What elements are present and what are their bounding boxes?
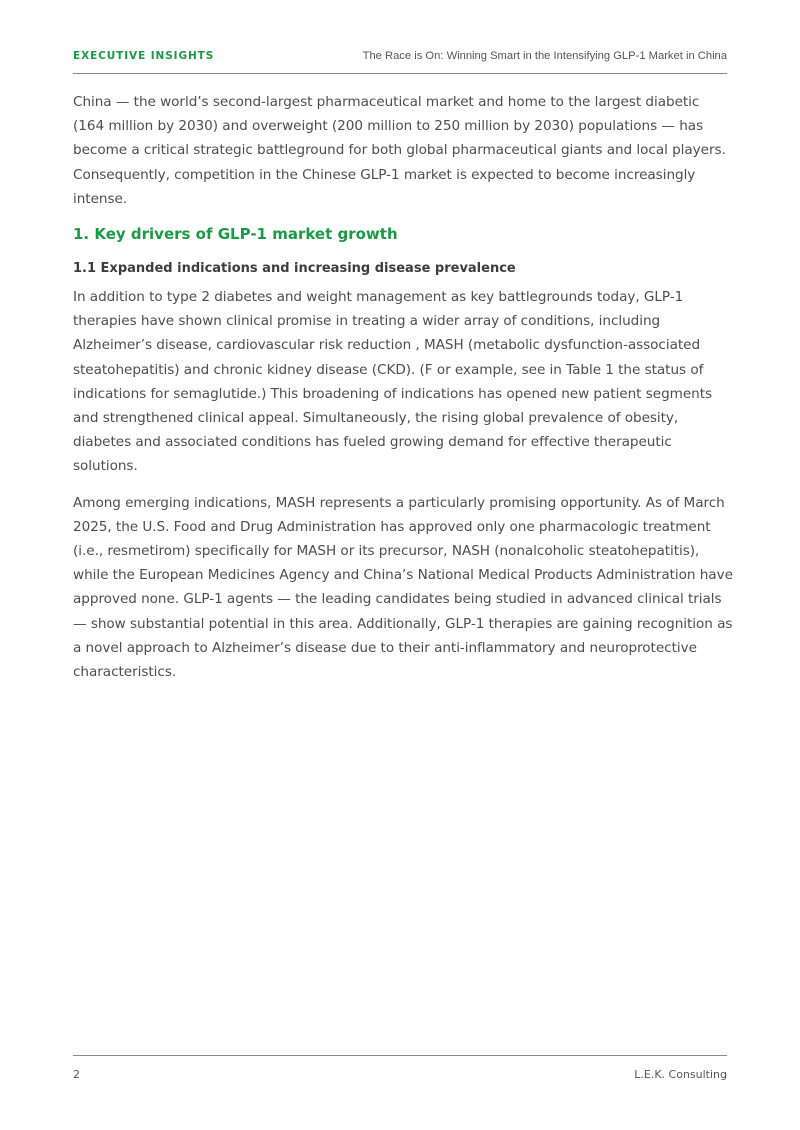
page-content	[73, 90, 733, 696]
section-heading: 1. Key drivers of GLP-1 market growth	[73, 225, 398, 244]
company-name: L.E.K. Consulting	[634, 1068, 727, 1081]
page-footer	[73, 1055, 727, 1081]
page-number: 2	[73, 1068, 80, 1081]
subsection-heading: 1.1 Expanded indications and increasing disease prevalence	[73, 261, 516, 277]
body-paragraph-2: Among emerging indications, MASH represents a particularly promising opportunity. As of March 2025, the U.S. Food and Drug Administration has approved only one pharmacologic treatment (i.e., resmetirom) specifically for MASH or its precursor, NASH (nonalcoholic steatohepatitis), while the European Medicines Agency and China’s National Medical Products Administration have approved none. GLP-1 agents — the leading candidates being studied in advanced clinical trials — show substantial potential in this area. Additionally, GLP-1 therapies are gaining recognition as a novel approach to Alzheimer’s disease due to their anti-inflammatory and neuroprotective characteristics.	[73, 494, 733, 681]
document-title: The Race is On: Winning Smart in the Intensifying GLP-1 Market in China	[362, 50, 727, 62]
intro-paragraph: China — the world’s second-largest pharmaceutical market and home to the largest diabetic (164 million by 2030) and overweight (200 million to 250 million by 2030) populations — has become a critical strategic battleground for both global pharmaceutical giants and local players. Consequently, competition in the Chinese GLP-1 market is expected to become increasingly intense.	[73, 94, 726, 207]
body-paragraph-1: In addition to type 2 diabetes and weight management as key battlegrounds today, GLP-1 therapies have shown clinical promise in treating a wider array of conditions, including Alzheimer’s disease, cardiovascular risk reduction , MASH (metabolic dysfunction-associated steatohepatitis) and chronic kidney disease (CKD). (F or example, see in Table 1 the status of indications for semaglutide.) This broadening of indications has opened new patient segments and strengthened clinical appeal. Simultaneously, the rising global prevalence of obesity, diabetes and associated conditions has fueled growing demand for effective therapeutic solutions.	[73, 289, 713, 475]
section-label: EXECUTIVE INSIGHTS	[73, 50, 215, 62]
page-header	[73, 49, 727, 74]
